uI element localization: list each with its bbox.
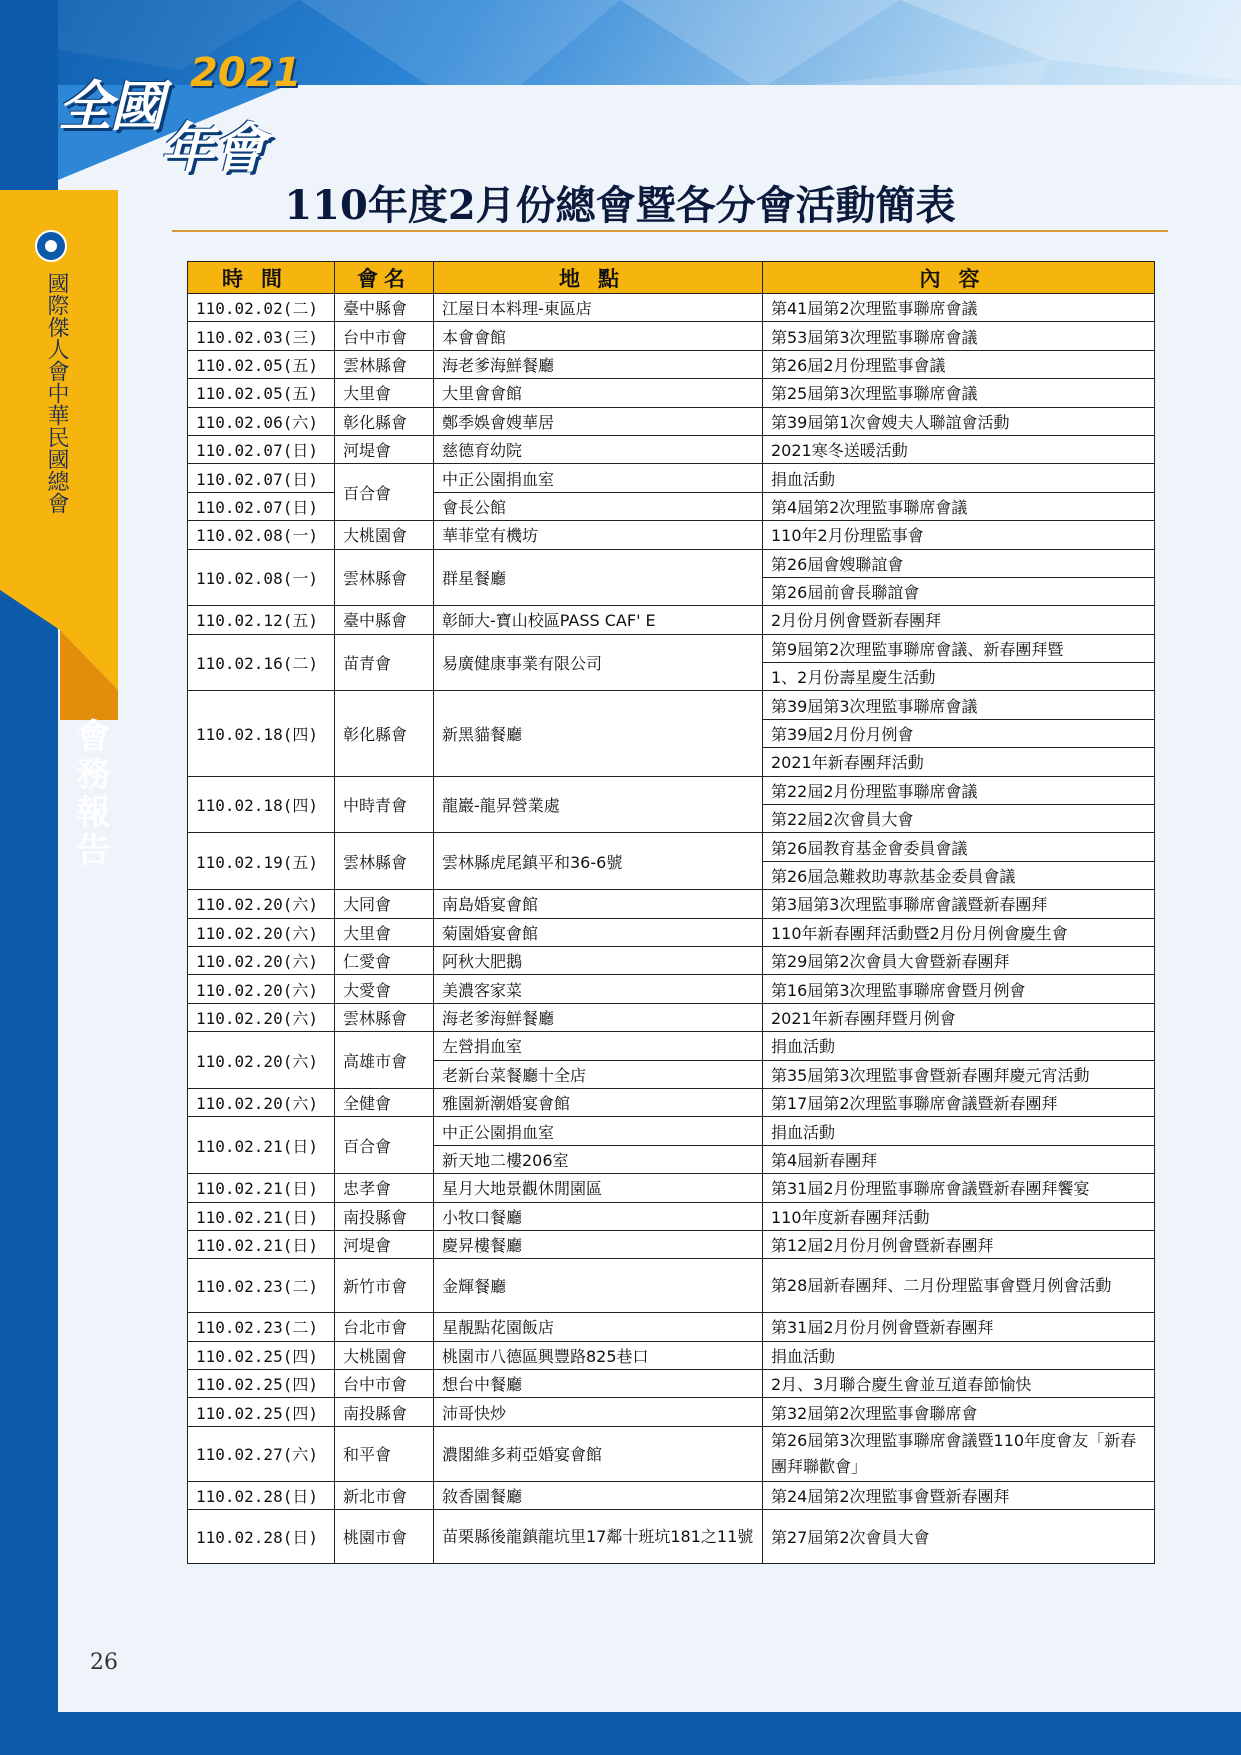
table-cell: 110.02.07(日)	[188, 435, 335, 463]
table-cell: 第25屆第3次理監事聯席會議	[763, 379, 1155, 407]
table-cell: 110年度新春團拜活動	[763, 1202, 1155, 1230]
table-cell: 第17屆第2次理監事聯席會議暨新春團拜	[763, 1088, 1155, 1116]
table-cell: 南投縣會	[335, 1398, 434, 1426]
header-time: 時間	[188, 262, 335, 294]
table-row	[188, 1510, 1155, 1564]
table-cell: 第26屆2月份理監事會議	[763, 350, 1155, 378]
table-cell: 彰化縣會	[335, 407, 434, 435]
table-cell: 星月大地景觀休閒園區	[434, 1174, 763, 1202]
table-cell: 110.02.08(一)	[188, 521, 335, 549]
table-row	[188, 1088, 1155, 1116]
table-row	[188, 1370, 1155, 1398]
table-cell: 小牧口餐廳	[434, 1202, 763, 1230]
table-cell: 第26屆急難救助專款基金委員會議	[763, 861, 1155, 889]
table-cell: 1、2月份壽星慶生活動	[763, 663, 1155, 691]
table-cell: 110.02.08(一)	[188, 549, 335, 606]
table-cell: 第4屆新春團拜	[763, 1145, 1155, 1173]
table-cell: 中正公園捐血室	[434, 1117, 763, 1145]
table-cell: 美濃客家菜	[434, 975, 763, 1003]
table-row	[188, 464, 1155, 492]
logo-text-line2: 年會	[160, 116, 264, 180]
table-cell: 第39屆2月份月例會	[763, 719, 1155, 747]
table-row	[188, 1341, 1155, 1369]
table-cell: 第39屆第1次會嫂夫人聯誼會活動	[763, 407, 1155, 435]
table-cell: 110.02.21(日)	[188, 1202, 335, 1230]
table-row	[188, 918, 1155, 946]
table-cell: 雲林縣會	[335, 549, 434, 606]
table-cell: 第9屆第2次理監事聯席會議、新春團拜暨	[763, 634, 1155, 662]
table-cell: 大桃園會	[335, 1341, 434, 1369]
bottom-bar	[0, 1712, 1241, 1755]
header-location: 地點	[434, 262, 763, 294]
table-cell: 高雄市會	[335, 1032, 434, 1089]
table-cell: 110.02.25(四)	[188, 1341, 335, 1369]
table-cell: 新竹市會	[335, 1259, 434, 1313]
org-emblem-icon	[35, 230, 67, 262]
table-row	[188, 833, 1155, 861]
header-content: 內容	[763, 262, 1155, 294]
table-cell: 大里會	[335, 918, 434, 946]
table-cell: 苗青會	[335, 634, 434, 691]
table-row	[188, 492, 1155, 520]
table-cell: 第26屆會嫂聯誼會	[763, 549, 1155, 577]
table-cell: 海老爹海鮮餐廳	[434, 1003, 763, 1031]
table-row	[188, 1426, 1155, 1481]
table-row	[188, 1003, 1155, 1031]
table-cell: 第26屆前會長聯誼會	[763, 577, 1155, 605]
table-cell: 中正公園捐血室	[434, 464, 763, 492]
table-cell: 110.02.25(四)	[188, 1370, 335, 1398]
table-cell: 110.02.21(日)	[188, 1174, 335, 1202]
table-cell: 第31屆2月份理監事聯席會議暨新春團拜饗宴	[763, 1174, 1155, 1202]
table-row	[188, 521, 1155, 549]
table-row	[188, 379, 1155, 407]
table-cell: 第22屆2次會員大會	[763, 805, 1155, 833]
table-cell: 沛哥快炒	[434, 1398, 763, 1426]
table-cell: 110.02.06(六)	[188, 407, 335, 435]
table-cell: 本會會館	[434, 322, 763, 350]
logo-year: 2021	[190, 50, 302, 96]
table-row	[188, 322, 1155, 350]
table-cell: 新北市會	[335, 1481, 434, 1509]
table-row	[188, 890, 1155, 918]
table-row	[188, 634, 1155, 662]
table-row	[188, 975, 1155, 1003]
table-cell: 2021年新春團拜活動	[763, 748, 1155, 776]
table-cell: 會長公館	[434, 492, 763, 520]
table-cell: 雲林縣會	[335, 833, 434, 890]
table-cell: 華菲堂有機坊	[434, 521, 763, 549]
table-cell: 南島婚宴會館	[434, 890, 763, 918]
table-cell: 110.02.20(六)	[188, 890, 335, 918]
table-cell: 大里會	[335, 379, 434, 407]
table-cell: 第35屆第3次理監事會暨新春團拜慶元宵活動	[763, 1060, 1155, 1088]
table-cell: 河堤會	[335, 435, 434, 463]
table-cell: 新黑貓餐廳	[434, 691, 763, 776]
table-cell: 110.02.16(二)	[188, 634, 335, 691]
table-cell: 台北市會	[335, 1313, 434, 1341]
table-row	[188, 294, 1155, 322]
table-cell: 110.02.20(六)	[188, 1032, 335, 1089]
logo-text-line1: 全國	[58, 74, 162, 138]
table-row	[188, 350, 1155, 378]
table-cell: 台中市會	[335, 322, 434, 350]
activity-table	[187, 261, 1155, 1564]
table-cell: 捐血活動	[763, 1117, 1155, 1145]
table-cell: 110.02.20(六)	[188, 918, 335, 946]
table-row	[188, 435, 1155, 463]
table-cell: 菊園婚宴會館	[434, 918, 763, 946]
section-label: 會務報告	[70, 718, 110, 870]
table-row	[188, 1032, 1155, 1060]
table-row	[188, 1117, 1155, 1145]
table-cell: 仁愛會	[335, 946, 434, 974]
table-row	[188, 407, 1155, 435]
table-cell: 捐血活動	[763, 464, 1155, 492]
table-cell: 金輝餐廳	[434, 1259, 763, 1313]
table-cell: 第12屆2月份月例會暨新春團拜	[763, 1230, 1155, 1258]
table-cell: 110.02.18(四)	[188, 691, 335, 776]
table-row	[188, 606, 1155, 634]
table-cell: 大同會	[335, 890, 434, 918]
table-cell: 忠孝會	[335, 1174, 434, 1202]
table-cell: 慶昇樓餐廳	[434, 1230, 763, 1258]
org-name: 國際傑人會中華民國總會	[44, 272, 69, 514]
table-row	[188, 776, 1155, 804]
table-cell: 雲林縣虎尾鎮平和36-6號	[434, 833, 763, 890]
table-cell: 苗栗縣後龍鎮龍坑里17鄰十班坑181之11號	[434, 1510, 763, 1564]
table-cell: 110.02.07(日)	[188, 464, 335, 492]
table-cell: 110.02.20(六)	[188, 946, 335, 974]
table-cell: 110.02.28(日)	[188, 1481, 335, 1509]
table-row	[188, 1202, 1155, 1230]
table-cell: 110.02.05(五)	[188, 379, 335, 407]
table-cell: 第22屆2月份理監事聯席會議	[763, 776, 1155, 804]
table-cell: 第26屆教育基金會委員會議	[763, 833, 1155, 861]
table-cell: 南投縣會	[335, 1202, 434, 1230]
table-cell: 110.02.19(五)	[188, 833, 335, 890]
table-cell: 110.02.20(六)	[188, 1088, 335, 1116]
table-row	[188, 1313, 1155, 1341]
table-cell: 110年2月份理監事會	[763, 521, 1155, 549]
table-cell: 雅園新潮婚宴會館	[434, 1088, 763, 1116]
table-cell: 110年新春團拜活動暨2月份月例會慶生會	[763, 918, 1155, 946]
table-cell: 第32屆第2次理監事會聯席會	[763, 1398, 1155, 1426]
table-cell: 第31屆2月份月例會暨新春團拜	[763, 1313, 1155, 1341]
event-logo	[50, 42, 310, 180]
table-cell: 易廣健康事業有限公司	[434, 634, 763, 691]
page-title: 110年度2月份總會暨各分會活動簡表	[284, 182, 956, 229]
table-cell: 老新台菜餐廳十全店	[434, 1060, 763, 1088]
header-chapter: 會名	[335, 262, 434, 294]
table-cell: 110.02.12(五)	[188, 606, 335, 634]
table-cell: 第24屆第2次理監事會暨新春團拜	[763, 1481, 1155, 1509]
table-cell: 阿秋大肥鵝	[434, 946, 763, 974]
title-rule	[172, 230, 1168, 232]
table-cell: 大桃園會	[335, 521, 434, 549]
table-row	[188, 691, 1155, 719]
table-cell: 鄭季娛會嫂華居	[434, 407, 763, 435]
table-cell: 台中市會	[335, 1370, 434, 1398]
table-cell: 110.02.25(四)	[188, 1398, 335, 1426]
table-row	[188, 946, 1155, 974]
table-cell: 群星餐廳	[434, 549, 763, 606]
table-cell: 百合會	[335, 464, 434, 521]
table-cell: 濃閣維多莉亞婚宴會館	[434, 1426, 763, 1481]
table-cell: 和平會	[335, 1426, 434, 1481]
table-cell: 捐血活動	[763, 1341, 1155, 1369]
table-cell: 雲林縣會	[335, 350, 434, 378]
page-number: 26	[90, 1650, 118, 1675]
table-cell: 海老爹海鮮餐廳	[434, 350, 763, 378]
table-header-row	[188, 262, 1155, 294]
table-cell: 第39屆第3次理監事聯席會議	[763, 691, 1155, 719]
table-cell: 110.02.23(二)	[188, 1259, 335, 1313]
table-cell: 2月份月例會暨新春團拜	[763, 606, 1155, 634]
table-row	[188, 1259, 1155, 1313]
table-cell: 大愛會	[335, 975, 434, 1003]
table-body	[188, 294, 1155, 1564]
table-cell: 第29屆第2次會員大會暨新春團拜	[763, 946, 1155, 974]
table-cell: 2021年新春團拜暨月例會	[763, 1003, 1155, 1031]
table-row	[188, 1174, 1155, 1202]
table-cell: 110.02.23(二)	[188, 1313, 335, 1341]
table-cell: 2021寒冬送暖活動	[763, 435, 1155, 463]
table-cell: 110.02.21(日)	[188, 1230, 335, 1258]
table-cell: 河堤會	[335, 1230, 434, 1258]
table-cell: 中時青會	[335, 776, 434, 833]
table-cell: 臺中縣會	[335, 294, 434, 322]
table-row	[188, 1481, 1155, 1509]
table-cell: 江屋日本料理-東區店	[434, 294, 763, 322]
table-cell: 捐血活動	[763, 1032, 1155, 1060]
table-row	[188, 549, 1155, 577]
table-cell: 110.02.28(日)	[188, 1510, 335, 1564]
table-cell: 第41屆第2次理監事聯席會議	[763, 294, 1155, 322]
table-cell: 第16屆第3次理監事聯席會暨月例會	[763, 975, 1155, 1003]
table-cell: 敘香園餐廳	[434, 1481, 763, 1509]
table-cell: 第53屆第3次理監事聯席會議	[763, 322, 1155, 350]
table-cell: 110.02.18(四)	[188, 776, 335, 833]
table-cell: 百合會	[335, 1117, 434, 1174]
table-cell: 龍巖-龍昇營業處	[434, 776, 763, 833]
table-row	[188, 1230, 1155, 1258]
table-cell: 新天地二樓206室	[434, 1145, 763, 1173]
table-row	[188, 1398, 1155, 1426]
table-cell: 110.02.27(六)	[188, 1426, 335, 1481]
table-cell: 彰師大-寶山校區PASS CAF' E	[434, 606, 763, 634]
table-cell: 110.02.21(日)	[188, 1117, 335, 1174]
table-cell: 110.02.20(六)	[188, 1003, 335, 1031]
table-cell: 左營捐血室	[434, 1032, 763, 1060]
table-cell: 110.02.02(二)	[188, 294, 335, 322]
table-cell: 110.02.20(六)	[188, 975, 335, 1003]
table-cell: 第26屆第3次理監事聯席會議暨110年度會友「新春團拜聯歡會」	[763, 1426, 1155, 1481]
table-cell: 雲林縣會	[335, 1003, 434, 1031]
table-cell: 全健會	[335, 1088, 434, 1116]
table-cell: 110.02.07(日)	[188, 492, 335, 520]
table-cell: 110.02.05(五)	[188, 350, 335, 378]
table-cell: 2月、3月聯合慶生會並互道春節愉快	[763, 1370, 1155, 1398]
table-cell: 第3屆第3次理監事聯席會議暨新春團拜	[763, 890, 1155, 918]
table-cell: 彰化縣會	[335, 691, 434, 776]
table-cell: 星靚點花園飯店	[434, 1313, 763, 1341]
table-cell: 桃園市會	[335, 1510, 434, 1564]
table-cell: 想台中餐廳	[434, 1370, 763, 1398]
table-cell: 第4屆第2次理監事聯席會議	[763, 492, 1155, 520]
table-cell: 臺中縣會	[335, 606, 434, 634]
table-cell: 110.02.03(三)	[188, 322, 335, 350]
table-cell: 第28屆新春團拜、二月份理監事會暨月例會活動	[763, 1259, 1155, 1313]
table-cell: 第27屆第2次會員大會	[763, 1510, 1155, 1564]
table-cell: 大里會會館	[434, 379, 763, 407]
table-cell: 桃園市八德區興豐路825巷口	[434, 1341, 763, 1369]
table-cell: 慈德育幼院	[434, 435, 763, 463]
